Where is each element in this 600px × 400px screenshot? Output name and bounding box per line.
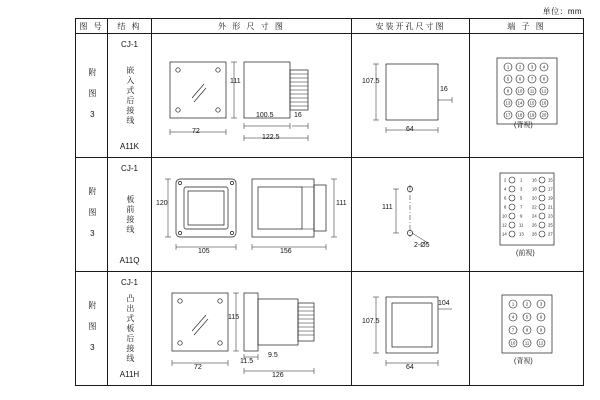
structure-code-2: A11Q [119,256,140,265]
svg-text:11: 11 [529,88,535,94]
structure-model-3: CJ-1 [121,278,138,287]
svg-text:19: 19 [529,112,535,118]
outline-dim-2-2: 156 [280,248,292,255]
mounting-dim-3-2: 64 [406,364,414,371]
mounting-dim-3-1: 104 [438,300,450,307]
terminal-caption-3: (背视) [514,358,533,365]
header-terminal: 端 子 图 [470,19,584,34]
svg-text:13: 13 [505,100,511,106]
outline-drawing-2 [152,158,352,272]
outline-dim-2-3: 111 [336,200,347,207]
mounting-dim-1-2: 64 [406,126,414,133]
svg-text:15: 15 [529,100,535,106]
outline-dim-2-1: 105 [198,248,210,255]
fig-no-cell-1 [76,34,108,158]
svg-text:8: 8 [504,204,507,210]
svg-text:10: 10 [517,88,523,94]
svg-text:21: 21 [548,204,553,210]
structure-model-1: CJ-1 [121,40,138,49]
mounting-dim-3-0: 107.5 [362,318,380,325]
outline-dim-1-3: 122.5 [262,134,280,141]
structure-cell-2 [108,158,152,272]
svg-text:9: 9 [506,88,510,94]
svg-text:1: 1 [511,301,515,307]
svg-text:26: 26 [532,222,537,228]
header-structure: 结 构 [108,19,152,34]
svg-text:2: 2 [518,64,522,70]
structure-type-2: 板前接线 [125,194,135,235]
svg-text:24: 24 [532,213,537,219]
svg-text:10: 10 [510,340,516,346]
outline-dim-3-1: 72 [194,364,202,371]
svg-text:15: 15 [548,177,553,183]
svg-text:7: 7 [530,76,534,82]
svg-text:11: 11 [524,340,530,346]
header-mounting: 安装开孔尺寸图 [352,19,470,34]
fig-no-label-2: 附 图 3 [87,187,97,240]
terminal-caption-2: (前视) [516,250,535,257]
svg-text:18: 18 [517,112,523,118]
mounting-dim-1-0: 107.5 [362,78,380,85]
svg-text:11: 11 [519,222,524,228]
svg-text:5: 5 [525,314,529,320]
svg-text:3: 3 [530,64,534,70]
svg-text:4: 4 [504,186,507,192]
svg-text:10: 10 [502,213,507,219]
structure-type-3: 凸出式板后接线 [125,293,135,364]
svg-text:12: 12 [502,222,507,228]
fig-no-label-1: 附 图 3 [87,68,97,121]
svg-text:7: 7 [511,327,515,333]
mounting-drawing-2 [352,158,470,272]
structure-cell-1 [108,34,152,158]
table-row [76,34,584,158]
outline-dim-3-0: 115 [228,314,240,321]
mounting-dim-2-0: 111 [382,204,393,211]
svg-text:5: 5 [520,195,523,201]
mounting-drawing-1 [352,34,470,158]
svg-text:1: 1 [520,177,523,183]
structure-model-2: CJ-1 [121,164,138,173]
svg-text:28: 28 [532,231,537,237]
svg-text:9: 9 [520,213,523,219]
outline-dim-1-1: 72 [192,128,200,135]
outline-dim-1-2: 100.5 [256,112,274,119]
terminal-drawing-1 [470,34,584,158]
header-outline: 外 形 尺 寸 图 [152,19,352,34]
outline-dim-1-0: 111 [230,78,241,85]
table-row [76,272,584,386]
outline-dim-3-2: 11.5 [240,358,254,365]
mounting-dim-2-1: 2-Ø5 [414,242,430,249]
svg-text:14: 14 [502,231,507,237]
svg-text:14: 14 [517,100,523,106]
svg-text:27: 27 [548,231,553,237]
svg-text:25: 25 [548,222,553,228]
svg-text:1: 1 [506,64,510,70]
svg-text:19: 19 [548,195,553,201]
spec-table [75,18,584,386]
mounting-drawing-3 [352,272,470,386]
outline-dim-3-3: 9.5 [268,352,278,359]
svg-text:6: 6 [539,314,543,320]
outline-dim-2-0: 120 [156,200,168,207]
svg-text:12: 12 [541,88,547,94]
fig-no-cell-3 [76,272,108,386]
svg-text:8: 8 [542,76,546,82]
svg-text:23: 23 [548,213,553,219]
structure-code-1: A11K [120,142,139,151]
terminal-drawing-3 [470,272,584,386]
svg-text:12: 12 [538,340,544,346]
fig-no-label-3: 附 图 3 [87,301,97,354]
svg-text:22: 22 [532,204,537,210]
svg-text:2: 2 [504,177,507,183]
table-row [76,158,584,272]
fig-no-cell-2 [76,158,108,272]
svg-text:4: 4 [542,64,546,70]
svg-text:6: 6 [518,76,522,82]
header-fig-no: 图 号 [76,19,108,34]
svg-text:9: 9 [539,327,543,333]
outline-dim-3-4: 126 [272,372,284,379]
svg-text:5: 5 [506,76,510,82]
svg-text:3: 3 [539,301,543,307]
svg-text:20: 20 [532,195,537,201]
svg-text:18: 18 [532,186,537,192]
outline-drawing-1 [152,34,352,158]
svg-text:2: 2 [525,301,529,307]
svg-text:4: 4 [511,314,515,320]
svg-text:20: 20 [541,112,547,118]
svg-text:7: 7 [520,204,523,210]
structure-type-1: 嵌入式后接线 [125,65,135,126]
terminal-drawing-2 [470,158,584,272]
svg-text:6: 6 [504,195,507,201]
svg-text:17: 17 [548,186,553,192]
mounting-dim-1-1: 16 [440,86,448,93]
svg-text:8: 8 [525,327,529,333]
svg-text:3: 3 [520,186,523,192]
outline-drawing-3 [152,272,352,386]
svg-text:17: 17 [505,112,511,118]
structure-code-3: A11H [119,370,140,379]
svg-text:16: 16 [532,177,537,183]
table-header-row [76,19,584,34]
svg-text:13: 13 [519,231,524,237]
unit-note: 单位：mm [542,7,582,16]
outline-dim-1-4: 16 [294,112,302,119]
structure-cell-3 [108,272,152,386]
svg-text:16: 16 [541,100,547,106]
terminal-caption-1: (背视) [514,122,533,129]
